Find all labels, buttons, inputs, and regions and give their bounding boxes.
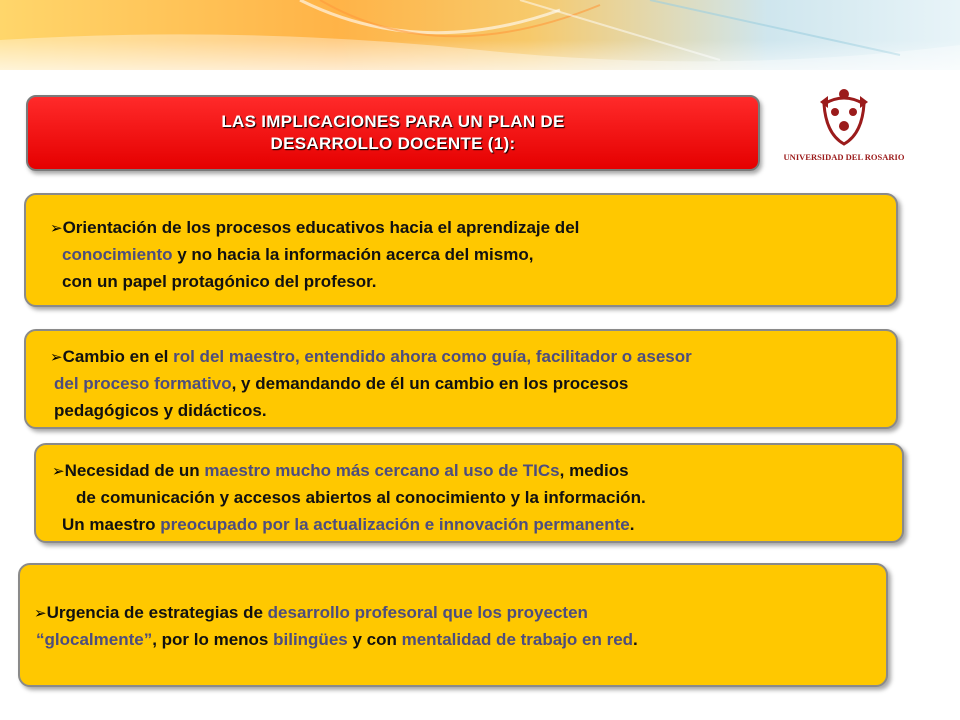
point-4-line-1: ➢Urgencia de estrategias de desarrollo profesoral que los proyecten: [34, 603, 588, 622]
point-card-4: [18, 563, 888, 687]
point-2-line-1: ➢Cambio en el rol del maestro, entendido ahora como guía, facilitador o asesor: [50, 347, 692, 366]
point-3-line-3: Un maestro preocupado por la actualización e innovación permanente.: [62, 515, 635, 534]
right-arrowhead-icon: ➢: [50, 220, 63, 237]
right-arrowhead-icon: ➢: [50, 349, 63, 366]
right-arrowhead-icon: ➢: [52, 463, 65, 480]
point-1-line-2: conocimiento y no hacia la información acerca del mismo,: [62, 245, 534, 264]
point-card-2: [24, 329, 898, 429]
point-card-3: [34, 443, 904, 543]
slide-title-line-1: LAS IMPLICACIONES PARA UN PLAN DE: [221, 112, 565, 131]
point-1-line-3: con un papel protagónico del profesor.: [62, 272, 377, 291]
point-3-line-1: ➢Necesidad de un maestro mucho más cercano al uso de TICs, medios: [52, 461, 629, 480]
point-3-line-2: de comunicación y accesos abiertos al conocimiento y la información.: [76, 488, 646, 507]
point-card-1: [24, 193, 898, 307]
slide-title-box: [26, 95, 760, 171]
header-banner: [0, 0, 960, 90]
slide-title-line-2: DESARROLLO DOCENTE (1):: [270, 134, 516, 153]
university-logo-text: UNIVERSIDAD DEL ROSARIO: [784, 152, 904, 162]
point-1-line-1: ➢Orientación de los procesos educativos hacia el aprendizaje del: [50, 218, 580, 237]
university-logo: [784, 82, 904, 172]
point-2-line-3: pedagógicos y didácticos.: [54, 401, 267, 420]
point-2-line-2: del proceso formativo, y demandando de él un cambio en los procesos: [54, 374, 629, 393]
right-arrowhead-icon: ➢: [34, 605, 47, 622]
point-4-line-2: “glocalmente”, por lo menos bilingües y con mentalidad de trabajo en red.: [36, 630, 638, 649]
